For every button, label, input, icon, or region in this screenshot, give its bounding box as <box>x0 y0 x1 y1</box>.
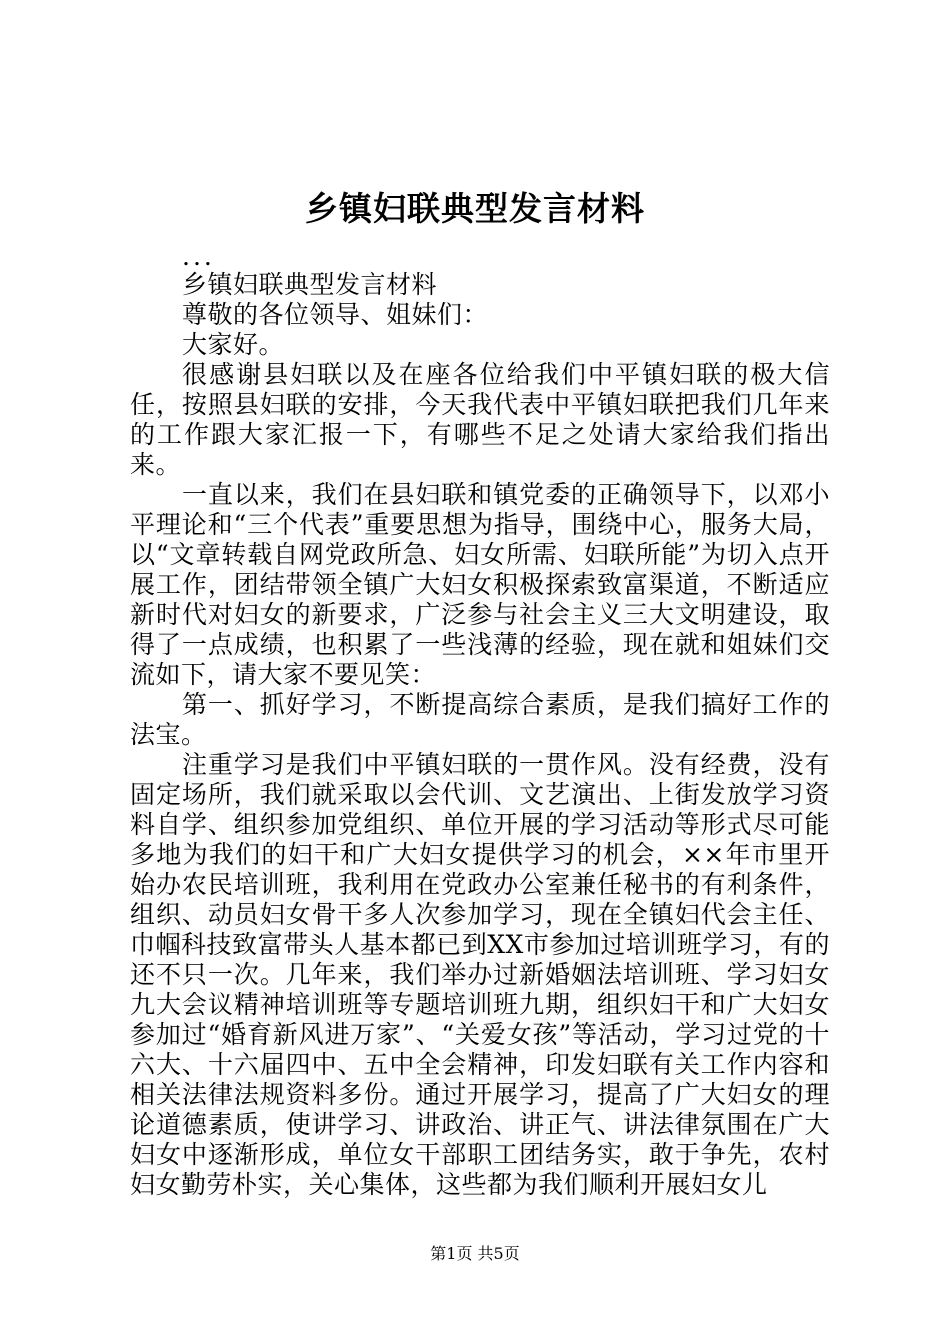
paragraph-overview: 一直以来，我们在县妇联和镇党委的正确领导下，以邓小平理论和“三个代表”重要思想为指导，围绕中心，服务大局，以“文章转载自网党政所急、妇女所需、妇联所能”为切入点开展工作，团结带领全镇广大妇女积极探索致富渠道，不断适应新时代对妇女的新要求，广泛参与社会主义三大文明建设，取得了一点成绩，也积累了一些浅薄的经验，现在就和姐妹们交流如下，请大家不要见笑： <box>130 480 830 689</box>
document-body <box>130 244 830 1200</box>
ellipsis-line: ... <box>182 242 215 271</box>
greeting: 大家好。 <box>182 330 285 359</box>
paragraph-intro: 很感谢县妇联以及在座各位给我们中平镇妇联的极大信任，按照县妇联的安排，今天我代表中平镇妇联把我们几年来的工作跟大家汇报一下，有哪些不足之处请大家给我们指出来。 <box>130 360 830 479</box>
paragraph-study: 注重学习是我们中平镇妇联的一贯作风。没有经费，没有固定场所，我们就采取以会代训、文艺演出、上街发放学习资料自学、组织参加党组织、单位开展的学习活动等形式尽可能多地为我们的妇干和广大妇女提供学习的机会，××年市里开始办农民培训班，我利用在党政办公室兼任秘书的有利条件，组织、动员妇女骨干多人次参加学习，现在全镇妇代会主任、巾帼科技致富带头人基本都已到XX市参加过培训班学习，有的还不只一次。几年来，我们举办过新婚姻法培训班、学习妇女九大会议精神培训班等专题培训班九期，组织妇干和广大妇女参加过“婚育新风进万家”、“关爱女孩”等活动，学习过党的十六大、十六届四中、五中全会精神，印发妇联有关工作内容和相关法律法规资料多份。通过开展学习，提高了广大妇女的理论道德素质，使讲学习、讲政治、讲正气、讲法律氛围在广大妇女中逐渐形成，单位女干部职工团结务实，敢于争先，农村妇女勤劳朴实，关心集体，这些都为我们顺利开展妇女儿 <box>130 750 830 1199</box>
section-heading-first: 第一、抓好学习，不断提高综合素质，是我们搞好工作的法宝。 <box>130 690 830 749</box>
subtitle-line: 乡镇妇联典型发言材料 <box>182 270 438 299</box>
document-title: 乡镇妇联典型发言材料 <box>305 189 645 228</box>
salutation: 尊敬的各位领导、姐妹们： <box>182 300 489 329</box>
page-footer: 第1页 共5页 <box>430 1244 520 1263</box>
